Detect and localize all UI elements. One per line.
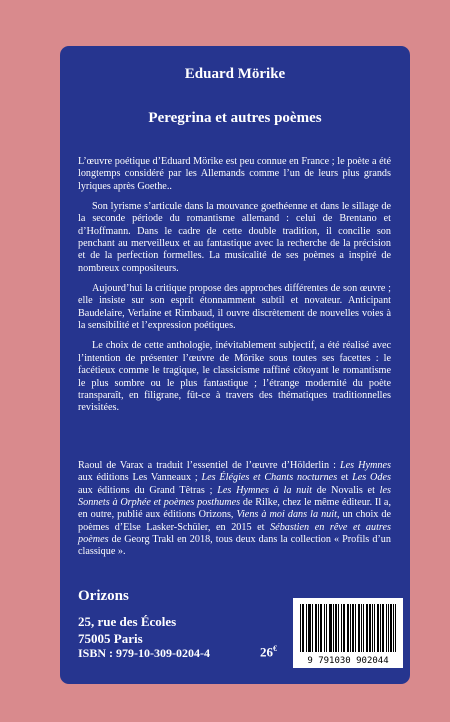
bio-title: Les Hymnes (339, 460, 391, 471)
bio-text: , un choix de poèmes d’Else Lasker-Schüler, en 2015 et (78, 509, 392, 533)
barcode (293, 598, 403, 668)
book-title: Peregrina et autres poèmes (148, 110, 322, 126)
bio-text: aux éditions Les Vanneaux ; (78, 472, 202, 484)
bio-text: de Rilke, chez le même éditeur. Il a, en outre, publié aux éditions Orizons, (78, 497, 391, 521)
address-street: 25, rue des Écoles (78, 614, 177, 629)
bio-title: Les Odes (352, 472, 391, 484)
publisher-name: Orizons (78, 588, 129, 604)
price-value: 26 (260, 644, 273, 660)
publisher-block (78, 588, 176, 647)
bio-text: et (337, 472, 353, 484)
price (260, 644, 277, 660)
bio-text: de Georg Trakl en 2018, tous deux dans la collection « Profils d’un classique ». (78, 534, 391, 558)
bio-title: Viens à moi dans la nuit (236, 509, 337, 521)
bio-title: Les Hymnes à la nuit (217, 484, 313, 496)
blurb-paragraph: L’œuvre poétique d’Eduard Mörike est peu connue en France ; le poète a été longtemps considéré par les Allemands comme l’un de leurs plus grands lyriques après Goethe.. (78, 156, 391, 192)
bio-text: aux éditions du Grand Têtras ; (78, 484, 218, 496)
bio-title: Sébastien en rêve et autres poèmes (78, 521, 391, 546)
blurb (78, 156, 391, 423)
isbn: ISBN : 979-10-309-0204-4 (78, 646, 210, 660)
bio-title: les Sonnets à Orphée et poèmes posthumes (78, 484, 391, 509)
back-cover-panel (60, 46, 410, 684)
blurb-paragraph: Aujourd’hui la critique propose des approches différentes de son œuvre ; elle insiste sur son esprit étonnamment subtil et novateur. Anticipant Baudelaire, Verlaine et Rimbaud, il ouvre discrètement de nouvelles voies à la sensibilité et l’expression poétiques. (78, 283, 391, 332)
blurb-paragraph: Son lyrisme s’articule dans la mouvance goethéenne et dans le sillage de la seconde période du romantisme allemand : celui de Brentano et d’Hoffmann. Dans le cadre de cette double tradition, il concilie son penchant au merveilleux et au fantastique avec la recherche de la précision et de la perfection formelles. La musicalité de ses poèmes a inspiré de nombreux compositeurs. (78, 201, 391, 274)
address-city: 75005 Paris (78, 631, 143, 646)
bio-title: Les Élégies et Chants nocturnes (201, 472, 338, 484)
translator-bio (78, 460, 391, 559)
price-currency: € (273, 644, 277, 653)
blurb-paragraph: Le choix de cette anthologie, inévitablement subjectif, a été réalisé avec l’intention de présenter l’œuvre de Mörike sous toutes ses facettes : le facétieux comme le tragique, le classicisme raffiné côtoyant le romantisme le plus sombre ou le plus fantastique ; l’étrange modernité du poète transparaît, en filigrane, fût-ce à travers des thématiques traditionnelles revisitées. (78, 340, 391, 414)
barcode-bars-icon (299, 604, 397, 652)
bio-text: Raoul de Varax a traduit l’essentiel de l’œuvre d’Hölderlin : (78, 460, 340, 471)
barcode-number: 9 791030 902044 (307, 656, 389, 666)
author-name: Eduard Mörike (184, 66, 286, 82)
bio-text: de Novalis et (312, 484, 380, 496)
